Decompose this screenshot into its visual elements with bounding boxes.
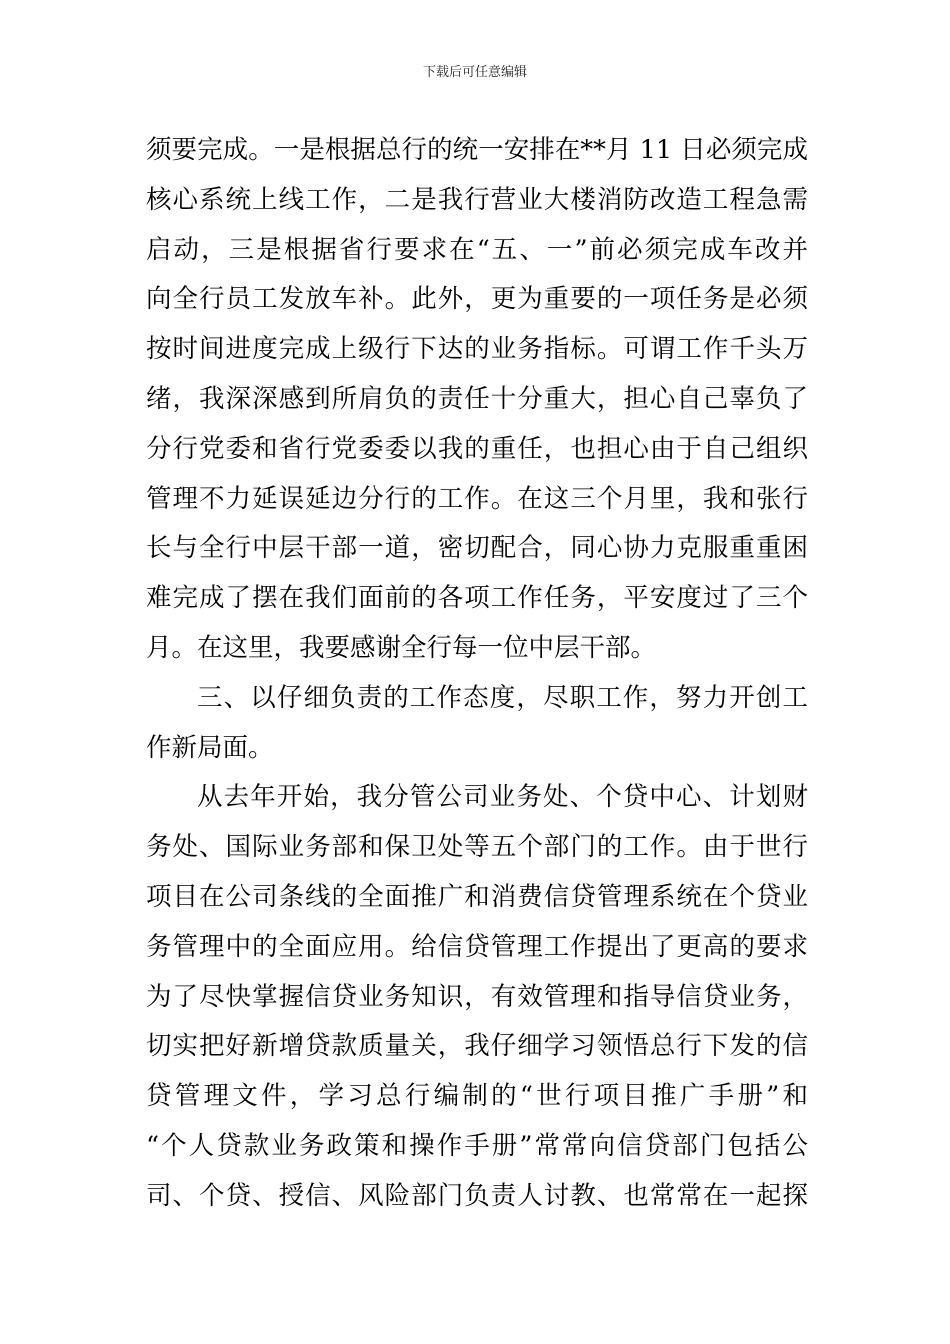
body-line: 启动，三是根据省行要求在“五、一”前必须完成车改并 [146,234,808,265]
body-line: 务处、国际业务部和保卫处等五个部门的工作。由于世行 [146,832,808,863]
body-line: 司、个贷、授信、风险部门负责人讨教、也常常在一起探 [146,1180,808,1211]
body-line: 切实把好新增贷款质量关，我仔细学习领悟总行下发的信 [146,1031,808,1062]
body-line: 从去年开始，我分管公司业务处、个贷中心、计划财 [197,782,808,813]
body-line: 绪，我深深感到所肩负的责任十分重大，担心自己辜负了 [146,383,808,414]
body-line: 为了尽快掌握信贷业务知识，有效管理和指导信贷业务， [146,981,808,1012]
body-line: 核心系统上线工作，二是我行营业大楼消防改造工程急需 [146,184,808,215]
page-header: 下载后可任意编辑 [422,65,527,80]
body-line: “个人贷款业务政策和操作手册”常常向信贷部门包括公 [146,1130,808,1161]
body-line: 长与全行中层干部一道，密切配合，同心协力克服重重困 [146,533,808,564]
body-line: 务管理中的全面应用。给信贷管理工作提出了更高的要求 [146,931,808,962]
body-line: 分行党委和省行党委委以我的重任，也担心由于自己组织 [146,433,808,464]
body-line: 按时间进度完成上级行下达的业务指标。可谓工作千头万 [146,334,808,365]
body-line: 向全行员工发放车补。此外，更为重要的一项任务是必须 [146,284,808,315]
document-body [146,126,808,1222]
body-line: 管理不力延误延边分行的工作。在这三个月里，我和张行 [146,483,808,514]
body-line: 三、以仔细负责的工作态度，尽职工作，努力开创工 [197,682,808,713]
body-line: 贷管理文件，学习总行编制的“世行项目推广手册”和 [146,1081,808,1112]
body-line: 作新局面。 [146,732,274,763]
body-line: 难完成了摆在我们面前的各项工作任务，平安度过了三个 [146,583,808,614]
body-line: 项目在公司条线的全面推广和消费信贷管理系统在个贷业 [146,881,808,912]
body-line: 须要完成。一是根据总行的统一安排在**月 11 日必须完成 [146,135,808,165]
body-line: 月。在这里，我要感谢全行每一位中层干部。 [146,632,657,663]
